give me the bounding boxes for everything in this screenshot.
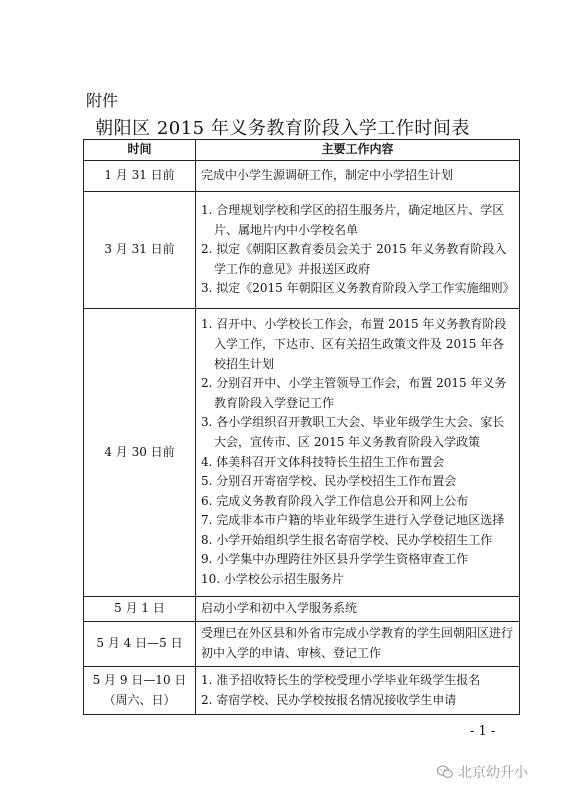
page-number: - 1 - <box>470 724 496 739</box>
row-content <box>196 161 520 192</box>
table-row <box>84 597 520 622</box>
content-item: 完成中小学生源调研工作，制定中小学招生计划 <box>201 168 454 183</box>
content-item: 6. 完成义务教育阶段入学工作信息公开和网上公布 <box>201 493 469 508</box>
content-item: 1. 准予招收特长生的学校受理小学毕业年级学生报名 <box>201 672 481 687</box>
wechat-icon <box>436 765 454 779</box>
content-item: 启动小学和初中入学服务系统 <box>201 601 358 616</box>
row-time: 5 月 4 日—5 日 <box>84 622 196 667</box>
table-row <box>84 622 520 667</box>
header-content: 主要工作内容 <box>196 140 520 161</box>
watermark-text: 北京幼升小 <box>458 765 528 781</box>
attachment-label: 附件 <box>86 91 119 110</box>
row-content <box>196 667 520 715</box>
row-time: 3 月 31 日前 <box>84 192 196 309</box>
row-time: 5 月 9 日—10 日（周六、日） <box>84 667 196 715</box>
content-item: 3. 拟定《2015 年朝阳区义务教育阶段入学工作实施细则》 <box>201 281 515 296</box>
row-time: 4 月 30 日前 <box>84 309 196 597</box>
row-time: 5 月 1 日 <box>84 597 196 622</box>
content-item: 2. 寄宿学校、民办学校按报名情况接收学生申请 <box>201 692 457 707</box>
row-content <box>196 192 520 309</box>
content-item: 3. 各小学组织召开教职工大会、毕业年级学生大会、家长大会，宣传市、区 2015 年义务教育阶段入学政策 <box>201 415 505 449</box>
content-item: 8. 小学开始组织学生报名寄宿学校、民办学校招生工作 <box>201 532 493 547</box>
content-item: 2. 拟定《朝阳区教育委员会关于 2015 年义务教育阶段入学工作的意见》并报送区政府 <box>201 242 507 276</box>
row-content <box>196 622 520 667</box>
table-row <box>84 667 520 715</box>
content-item: 7. 完成非本市户籍的毕业年级学生进行入学登记地区选择 <box>201 513 505 528</box>
document-title: 朝阳区 2015 年义务教育阶段入学工作时间表 <box>95 118 470 139</box>
content-item: 10. 小学校公示招生服务片 <box>201 572 344 587</box>
watermark <box>436 762 528 782</box>
table-header-row <box>84 140 520 161</box>
content-item: 4. 体美科召开文体科技特长生招生工作布置会 <box>201 454 445 469</box>
schedule-table <box>83 139 520 715</box>
content-item: 受理已在外区县和外省市完成小学教育的学生回朝阳区进行初中入学的申请、审核、登记工作 <box>201 626 514 660</box>
content-item: 1. 召开中、小学校长工作会，布置 2015 年义务教育阶段入学工作，下达市、区有关招生政策文件及 2015 年各校招生计划 <box>201 317 507 371</box>
table-row <box>84 309 520 597</box>
row-time: 1 月 31 日前 <box>84 161 196 192</box>
content-item: 2. 分别召开中、小学主管领导工作会，布置 2015 年义务教育阶段入学登记工作 <box>201 376 507 410</box>
table-row <box>84 192 520 309</box>
row-content <box>196 309 520 597</box>
row-content <box>196 597 520 622</box>
table-row <box>84 161 520 192</box>
content-item: 5. 分别召开寄宿学校、民办学校招生工作布置会 <box>201 474 457 489</box>
header-time: 时间 <box>84 140 196 161</box>
content-item: 9. 小学集中办理跨往外区县升学学生资格审查工作 <box>201 552 469 567</box>
content-item: 1. 合理规划学校和学区的招生服务片，确定地区片、学区片、属地片内中小学校名单 <box>201 203 505 237</box>
